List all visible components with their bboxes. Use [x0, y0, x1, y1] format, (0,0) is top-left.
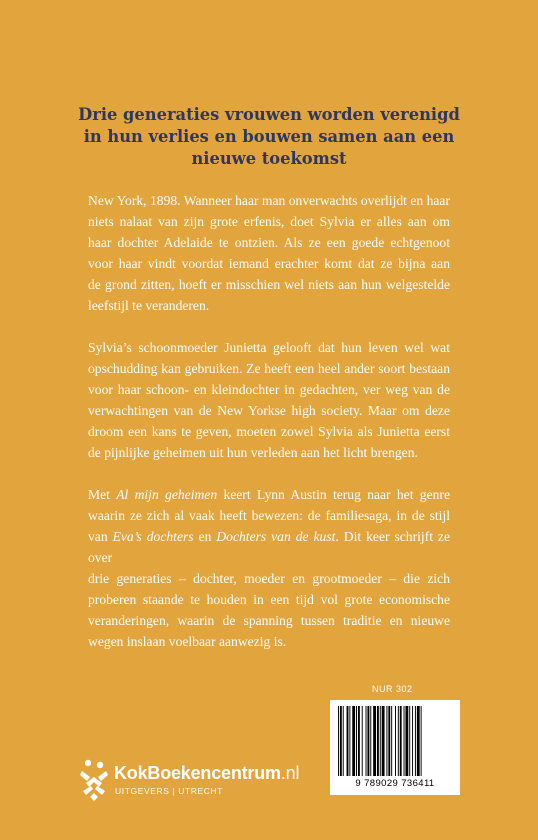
book-title-dochters-van-de-kust: Dochters van de kust — [216, 529, 336, 544]
text-line: wegen inslaan voelbaar aanwezig is. — [88, 634, 287, 649]
isbn-barcode — [330, 700, 460, 795]
text-line: niets nalaat van zijn grote erfenis, doet Sylvia er alles aan om — [88, 214, 450, 229]
text-line: de grond zitten, hoeft er misschien wel niets aan hun welgestelde — [88, 277, 450, 292]
blurb-paragraph-1 — [88, 190, 450, 316]
text-line: verwachtingen van de New Yorkse high society. Maar om deze — [88, 403, 450, 418]
text-line: Sylvia’s schoonmoeder Junietta gelooft dat hun leven wel wat — [88, 340, 450, 355]
text-run: van — [88, 529, 113, 544]
back-cover-tagline — [60, 104, 478, 170]
text-run: en — [193, 529, 217, 544]
text-line: opschudding kan gebruiken. Ze heeft een heel ander soort bestaan — [88, 361, 450, 376]
star-x-logo-icon — [78, 757, 110, 803]
text-line: droom een kans te geven, moeten zowel Sylvia als Junietta eerst — [88, 424, 450, 439]
tagline-line-3: nieuwe toekomst — [191, 149, 347, 168]
text-line: de pijnlijke geheimen uit hun verleden aan het licht brengen. — [88, 445, 418, 460]
blurb — [88, 190, 450, 673]
book-title-al-mijn-geheimen: Al mijn geheimen — [116, 487, 218, 502]
text-line: drie generaties – dochter, moeder en grootmoeder – die zich — [88, 571, 450, 586]
book-title-evas-dochters: Eva’s dochters — [112, 529, 194, 544]
tagline-line-1: Drie generaties vrouwen worden verenigd — [78, 105, 460, 124]
text-line: veranderingen, waarin de spanning tussen traditie en nieuwe — [88, 613, 450, 628]
text-run: Met — [88, 487, 117, 502]
blurb-paragraph-2 — [88, 337, 450, 463]
publisher-name-suffix: .nl — [280, 763, 300, 783]
text-line: proberen staande te houden in een tijd vol grote economische — [88, 592, 450, 607]
isbn-number: 9 789029 736411 — [355, 778, 435, 789]
tagline-line-2: in hun verlies en bouwen samen aan een — [83, 127, 455, 146]
text-line: New York, 1898. Wanneer haar man onverwachts overlijdt en haar — [88, 193, 450, 208]
text-line: waarin ze zich al vaak heeft bewezen: de familiesaga, in de stijl — [88, 508, 450, 523]
text-line — [88, 526, 450, 568]
nur-code: NUR 302 — [372, 684, 413, 694]
blurb-paragraph-3 — [88, 484, 450, 652]
publisher-name — [114, 763, 299, 784]
publisher-name-bold: KokBoekencentrum — [114, 763, 281, 783]
text-line: haar dochter Adelaide te ontzien. Als ze een goede echtgenoot — [88, 235, 450, 250]
publisher-logo — [78, 757, 338, 807]
text-line: voor haar schoon- en kleindochter in gedachten, ver weg van de — [88, 382, 450, 397]
text-line: voor haar vindt voordat iemand erachter komt dat ze bijna aan — [88, 256, 450, 271]
barcode-icon — [338, 706, 452, 776]
publisher-subline: UITGEVERS | UTRECHT — [115, 786, 224, 796]
text-run: keert Lynn Austin terug naar het genre — [217, 487, 450, 502]
text-line: leefstijl te veranderen. — [88, 298, 210, 313]
text-run: . Dit keer schrijft ze over — [88, 529, 450, 565]
text-line — [88, 484, 450, 505]
